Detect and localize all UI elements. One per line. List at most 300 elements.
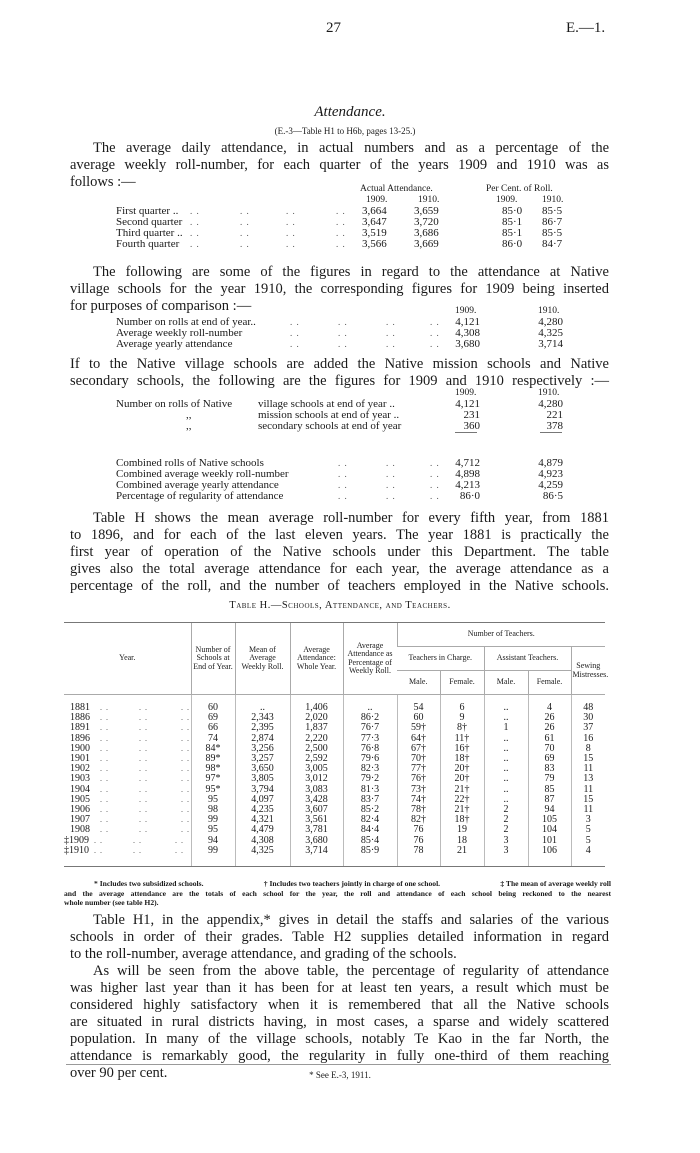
table-row bbox=[64, 846, 605, 856]
section-subtitle: (E.-3—Table H1 to H6b, pages 13-25.) bbox=[274, 126, 416, 136]
data-cell: 76 bbox=[397, 836, 440, 846]
data-cell: .. bbox=[235, 703, 290, 713]
text-line: follows :— bbox=[70, 174, 136, 190]
row-prefix: ,, bbox=[186, 420, 192, 432]
page-number: 27 bbox=[326, 20, 341, 36]
data-cell: 81·3 bbox=[343, 785, 397, 795]
column-header-actual: Actual Attendance. bbox=[360, 184, 433, 194]
dot-leader: . . . . . . bbox=[100, 794, 190, 804]
data-cell: 60 bbox=[191, 703, 235, 713]
text-line: secondary schools, the following are the figures for 1909 and 1910 respectively :— bbox=[70, 373, 609, 389]
cell-value: 4,280 bbox=[538, 398, 563, 410]
year-label: 1881 bbox=[70, 702, 90, 713]
cell-value: 4,712 bbox=[455, 457, 480, 469]
header-male: Male. bbox=[397, 671, 440, 695]
dot-leader: . . bbox=[190, 206, 200, 216]
data-cell: 3,005 bbox=[290, 764, 343, 774]
cell-value: 378 bbox=[546, 420, 563, 432]
data-cell: .. bbox=[484, 754, 528, 764]
data-cell: 104 bbox=[528, 825, 571, 835]
dot-leader: . . bbox=[338, 491, 348, 501]
dot-leader: . . bbox=[290, 328, 300, 338]
table-row bbox=[64, 744, 605, 754]
dot-leader: . . bbox=[386, 480, 396, 490]
table-row bbox=[0, 480, 700, 491]
dot-leader: . . bbox=[386, 328, 396, 338]
header-in-charge: Teachers in Charge. bbox=[397, 647, 484, 671]
data-cell: 3,257 bbox=[235, 754, 290, 764]
spacer-cell bbox=[571, 856, 605, 867]
header-percentage: Average Attendance as Percentage of Weekly Roll. bbox=[343, 623, 397, 695]
header-teachers: Number of Teachers. bbox=[397, 623, 605, 647]
data-cell: 69 bbox=[191, 713, 235, 723]
data-cell: 79·2 bbox=[343, 774, 397, 784]
footnote-dagger: † Includes two teachers jointly in charge of one school. bbox=[263, 879, 441, 888]
cell-value: 4,898 bbox=[455, 468, 480, 480]
row-label: mission schools at end of year .. bbox=[258, 409, 400, 421]
cell-value: 85·5 bbox=[542, 205, 563, 217]
text-line: As will be seen from the above table, the percentage of regularity of attendance bbox=[93, 963, 609, 979]
data-cell: 11 bbox=[571, 785, 605, 795]
dot-leader: . . . . . . bbox=[100, 825, 190, 835]
year-label: 1896 bbox=[70, 732, 90, 744]
year-label: 1886 bbox=[70, 712, 90, 724]
cell-value: 3,669 bbox=[414, 238, 439, 250]
data-cell: 64† bbox=[397, 734, 440, 744]
table-row bbox=[64, 713, 605, 723]
cell-value: 86·0 bbox=[502, 238, 523, 250]
dot-leader: . . bbox=[386, 458, 396, 468]
dot-leader: . . . . . . bbox=[100, 723, 190, 733]
data-cell: 3,680 bbox=[290, 836, 343, 846]
row-label: Combined rolls of Native schools bbox=[116, 457, 264, 469]
text-line: was higher last year than it has been for at least ten years, a result which must be bbox=[70, 980, 609, 996]
header-sewing: Sewing Mistresses. bbox=[571, 647, 605, 695]
data-cell: 3,794 bbox=[235, 785, 290, 795]
table-row bbox=[64, 723, 605, 733]
dot-leader: . . bbox=[336, 228, 346, 238]
data-cell: 2 bbox=[484, 805, 528, 815]
cell-value: 84·7 bbox=[542, 238, 563, 250]
cell-value: 3,680 bbox=[455, 338, 480, 350]
data-cell: 8 bbox=[571, 744, 605, 754]
data-cell: 82·4 bbox=[343, 815, 397, 825]
cell-value: 4,325 bbox=[538, 327, 563, 339]
header-schools: Number of Schools at End of Year. bbox=[191, 623, 235, 695]
data-cell: 3,805 bbox=[235, 774, 290, 784]
text-line: considered highly satisfactory when it is remembered that all the Native schools bbox=[70, 997, 609, 1013]
text-line: schools in order of their grades. Table H2 supplies detailed information in regard bbox=[70, 929, 609, 945]
data-cell: 94 bbox=[528, 805, 571, 815]
dot-leader: . . bbox=[430, 491, 440, 501]
data-cell: 101 bbox=[528, 836, 571, 846]
cell-value: 221 bbox=[546, 409, 563, 421]
data-cell: 4 bbox=[571, 846, 605, 856]
cell-value: 3,664 bbox=[362, 205, 387, 217]
data-cell: 70 bbox=[528, 744, 571, 754]
dot-leader: . . . . . . bbox=[100, 743, 190, 753]
cell-value: 85·5 bbox=[542, 227, 563, 239]
table-row bbox=[0, 491, 700, 502]
data-cell: 78† bbox=[397, 805, 440, 815]
data-cell: 98* bbox=[191, 764, 235, 774]
row-prefix: ,, bbox=[186, 409, 192, 421]
data-cell: 48 bbox=[571, 703, 605, 713]
spacer-cell bbox=[235, 856, 290, 867]
data-cell: 3,561 bbox=[290, 815, 343, 825]
data-cell: 21 bbox=[440, 846, 484, 856]
data-cell: 2 bbox=[484, 825, 528, 835]
data-cell: 105 bbox=[528, 815, 571, 825]
cell-value: 4,879 bbox=[538, 457, 563, 469]
year-label: 1905 bbox=[70, 793, 90, 805]
header-attendance: Average Attendance: Whole Year. bbox=[290, 623, 343, 695]
cell-value: 86·5 bbox=[542, 490, 563, 502]
combined-schools-table bbox=[0, 388, 700, 502]
data-cell: 4 bbox=[528, 703, 571, 713]
row-label: Combined average weekly roll-number bbox=[116, 468, 289, 480]
paragraph-4 bbox=[70, 510, 609, 595]
data-cell: 4,235 bbox=[235, 805, 290, 815]
data-cell: 82† bbox=[397, 815, 440, 825]
dot-leader: . . bbox=[430, 480, 440, 490]
cell-value: 4,121 bbox=[455, 316, 480, 328]
sum-rule bbox=[455, 432, 477, 433]
data-cell: 2,020 bbox=[290, 713, 343, 723]
data-cell: 3,256 bbox=[235, 744, 290, 754]
footnote-line: whole number (see table H2). bbox=[64, 898, 159, 907]
data-cell: 18† bbox=[440, 815, 484, 825]
data-cell: 21† bbox=[440, 805, 484, 815]
dot-leader: . . bbox=[190, 239, 200, 249]
year-label: 1907 bbox=[70, 814, 90, 826]
row-label: Number on rolls at end of year.. bbox=[116, 316, 256, 328]
table-row bbox=[0, 206, 700, 217]
table-row bbox=[64, 825, 605, 835]
table-row bbox=[64, 703, 605, 713]
table-row bbox=[64, 795, 605, 805]
data-cell: 6 bbox=[440, 703, 484, 713]
dot-leader: . . . . . . bbox=[94, 835, 184, 845]
dot-leader: . . . . . . bbox=[100, 774, 190, 784]
data-cell: 54 bbox=[397, 703, 440, 713]
data-cell: 87 bbox=[528, 795, 571, 805]
data-cell: 30 bbox=[571, 713, 605, 723]
data-cell: 20† bbox=[440, 774, 484, 784]
year-label: ‡1909 bbox=[64, 834, 89, 846]
year-header: 1910. bbox=[418, 195, 440, 205]
year-label: 1904 bbox=[70, 783, 90, 795]
cell-value: 3,519 bbox=[362, 227, 387, 239]
data-cell: 76·8 bbox=[343, 744, 397, 754]
year-label: ‡1910 bbox=[64, 844, 89, 856]
data-cell: 89* bbox=[191, 754, 235, 764]
dot-leader: . . bbox=[286, 217, 296, 227]
header-male: Male. bbox=[484, 671, 528, 695]
data-cell: 85·9 bbox=[343, 846, 397, 856]
text-line: gives also the total average attendance for each year, the average attendance as a bbox=[70, 561, 609, 577]
table-row bbox=[0, 421, 700, 432]
header-female: Female. bbox=[440, 671, 484, 695]
spacer-row bbox=[64, 856, 605, 867]
data-cell: .. bbox=[484, 785, 528, 795]
data-cell: 18 bbox=[440, 836, 484, 846]
data-cell: 4,097 bbox=[235, 795, 290, 805]
year-header: 1910. bbox=[538, 388, 560, 398]
text-line: attendance is remarkably good, the regularity in fully one-third of them reaching bbox=[70, 1048, 609, 1064]
data-cell: 3,714 bbox=[290, 846, 343, 856]
data-cell: 59† bbox=[397, 723, 440, 733]
dot-leader: . . bbox=[386, 317, 396, 327]
data-cell: 82·3 bbox=[343, 764, 397, 774]
data-cell: 84·4 bbox=[343, 825, 397, 835]
table-row bbox=[64, 805, 605, 815]
spacer-row bbox=[64, 695, 605, 704]
data-cell: 4,308 bbox=[235, 836, 290, 846]
data-cell: .. bbox=[343, 703, 397, 713]
row-label: Average weekly roll-number bbox=[116, 327, 243, 339]
cell-value: 360 bbox=[463, 420, 480, 432]
data-cell: 95* bbox=[191, 785, 235, 795]
dot-leader: . . bbox=[338, 469, 348, 479]
text-line: percentage of the roll, and the number of teachers employed in the Native schools. bbox=[70, 578, 609, 594]
data-cell: 15 bbox=[571, 754, 605, 764]
dot-leader: . . bbox=[240, 228, 250, 238]
dot-leader: . . bbox=[430, 458, 440, 468]
data-cell: 79·6 bbox=[343, 754, 397, 764]
data-cell: 2,500 bbox=[290, 744, 343, 754]
spacer-cell bbox=[484, 856, 528, 867]
text-line: Table H1, in the appendix,* gives in detail the staffs and salaries of the various bbox=[93, 912, 609, 928]
text-line: are situated in rural districts having, in most cases, a sparse and widely scattered bbox=[70, 1014, 609, 1030]
row-label: Percentage of regularity of attendance bbox=[116, 490, 284, 502]
data-cell: 77† bbox=[397, 764, 440, 774]
table-row bbox=[64, 764, 605, 774]
data-cell: 3,781 bbox=[290, 825, 343, 835]
table-h-title bbox=[0, 600, 680, 611]
dot-leader: . . bbox=[386, 491, 396, 501]
data-cell: 2,874 bbox=[235, 734, 290, 744]
dot-leader: . . bbox=[338, 458, 348, 468]
cell-value: 3,686 bbox=[414, 227, 439, 239]
dot-leader: . . . . . . bbox=[100, 764, 190, 774]
table-row bbox=[0, 328, 700, 339]
data-cell: 106 bbox=[528, 846, 571, 856]
year-header: 1910. bbox=[538, 306, 560, 316]
data-cell: 83 bbox=[528, 764, 571, 774]
header-year: Year. bbox=[64, 623, 191, 695]
data-cell: 2,592 bbox=[290, 754, 343, 764]
dot-leader: . . . . . . bbox=[100, 713, 190, 723]
row-label: secondary schools at end of year bbox=[258, 420, 402, 432]
data-cell: 11 bbox=[571, 764, 605, 774]
year-label: 1906 bbox=[70, 804, 90, 816]
row-label: Average yearly attendance bbox=[116, 338, 233, 350]
spacer-cell bbox=[343, 856, 397, 867]
text-line: first year of operation of the Native schools under this Department. The table bbox=[70, 544, 609, 560]
data-cell: 26 bbox=[528, 723, 571, 733]
table-row bbox=[0, 217, 700, 228]
data-cell: 3,012 bbox=[290, 774, 343, 784]
data-cell: .. bbox=[484, 764, 528, 774]
dot-leader: . . bbox=[336, 206, 346, 216]
table-row bbox=[0, 317, 700, 328]
table-row bbox=[64, 774, 605, 784]
table-row bbox=[64, 734, 605, 744]
table-row bbox=[64, 836, 605, 846]
data-cell: 99 bbox=[191, 846, 235, 856]
row-label: First quarter .. bbox=[116, 205, 179, 217]
section-title: Attendance. bbox=[314, 104, 386, 120]
dot-leader: . . bbox=[430, 328, 440, 338]
quarterly-attendance-table bbox=[0, 184, 700, 250]
data-cell: 16 bbox=[571, 734, 605, 744]
data-cell: 66 bbox=[191, 723, 235, 733]
dot-leader: . . bbox=[430, 469, 440, 479]
data-cell: 74 bbox=[191, 734, 235, 744]
year-header: 1909. bbox=[496, 195, 518, 205]
cell-value: 3,659 bbox=[414, 205, 439, 217]
table-row bbox=[0, 458, 700, 469]
data-cell: 2,343 bbox=[235, 713, 290, 723]
data-cell: 3,083 bbox=[290, 785, 343, 795]
table-row bbox=[0, 339, 700, 350]
year-label: 1902 bbox=[70, 763, 90, 775]
data-cell: 97* bbox=[191, 774, 235, 784]
village-schools-table bbox=[0, 306, 700, 350]
cell-value: 3,566 bbox=[362, 238, 387, 250]
data-cell: 16† bbox=[440, 744, 484, 754]
data-cell: .. bbox=[484, 774, 528, 784]
data-cell: 5 bbox=[571, 836, 605, 846]
text-line: to the roll-number, average attendance, and grading of the schools. bbox=[70, 946, 457, 962]
data-cell: 1,837 bbox=[290, 723, 343, 733]
spacer-cell bbox=[397, 856, 440, 867]
year-header: 1910. bbox=[542, 195, 564, 205]
table-h bbox=[64, 622, 609, 867]
table-row bbox=[0, 239, 700, 250]
data-cell: 3,428 bbox=[290, 795, 343, 805]
cell-value: 86·0 bbox=[459, 490, 480, 502]
spacer-cell bbox=[191, 856, 235, 867]
data-cell: 1,406 bbox=[290, 703, 343, 713]
data-cell: 70† bbox=[397, 754, 440, 764]
dot-leader: . . bbox=[430, 339, 440, 349]
data-cell: 21† bbox=[440, 785, 484, 795]
year-label: 1908 bbox=[70, 824, 90, 836]
data-cell: .. bbox=[484, 734, 528, 744]
data-cell: 3 bbox=[571, 815, 605, 825]
data-cell: .. bbox=[484, 713, 528, 723]
dot-leader: . . . . . . bbox=[100, 754, 190, 764]
data-cell: 18† bbox=[440, 754, 484, 764]
spacer-cell bbox=[440, 856, 484, 867]
cell-value: 4,121 bbox=[455, 398, 480, 410]
cell-value: 85·0 bbox=[502, 205, 523, 217]
dot-leader: . . . . . . bbox=[100, 733, 190, 743]
dot-leader: . . bbox=[190, 217, 200, 227]
table-row bbox=[0, 228, 700, 239]
dot-leader: . . bbox=[338, 328, 348, 338]
cell-value: 4,923 bbox=[538, 468, 563, 480]
data-cell: 22† bbox=[440, 795, 484, 805]
dot-leader: . . bbox=[338, 480, 348, 490]
table-row bbox=[64, 754, 605, 764]
data-cell: 85·2 bbox=[343, 805, 397, 815]
data-cell: 60 bbox=[397, 713, 440, 723]
data-cell: 2 bbox=[484, 815, 528, 825]
text-line: village schools for the year 1910, the corresponding figures for 1909 being inserted bbox=[70, 281, 609, 297]
data-cell: .. bbox=[484, 703, 528, 713]
text-line: for purposes of comparison :— bbox=[70, 298, 252, 314]
year-label: 1900 bbox=[70, 742, 90, 754]
data-cell: 3 bbox=[484, 846, 528, 856]
data-cell: 95 bbox=[191, 825, 235, 835]
spacer-cell bbox=[528, 856, 571, 867]
text-line: to 1896, and for each of the last eleven years. The year 1881 is practically the bbox=[70, 527, 609, 543]
footnote-divider bbox=[66, 1064, 611, 1065]
year-label: 1901 bbox=[70, 753, 90, 765]
row-label: Third quarter .. bbox=[116, 227, 183, 239]
header-female: Female. bbox=[528, 671, 571, 695]
data-cell: 1 bbox=[484, 723, 528, 733]
dot-leader: . . bbox=[286, 239, 296, 249]
data-cell: 4,321 bbox=[235, 815, 290, 825]
year-cell bbox=[64, 846, 191, 856]
data-cell: 4,479 bbox=[235, 825, 290, 835]
data-cell: 9 bbox=[440, 713, 484, 723]
dot-leader: . . bbox=[240, 206, 250, 216]
dot-leader: . . bbox=[338, 317, 348, 327]
year-label: 1891 bbox=[70, 722, 90, 734]
table-row bbox=[64, 785, 605, 795]
sum-rule bbox=[540, 432, 562, 433]
dot-leader: . . bbox=[336, 239, 346, 249]
data-cell: 69 bbox=[528, 754, 571, 764]
year-header: 1909. bbox=[366, 195, 388, 205]
data-cell: 11† bbox=[440, 734, 484, 744]
cell-value: 231 bbox=[463, 409, 480, 421]
dot-leader: . . bbox=[386, 339, 396, 349]
row-label: Combined average yearly attendance bbox=[116, 479, 279, 491]
spacer-cell bbox=[64, 856, 191, 867]
footnote-ddagger: ‡ The mean of average weekly roll bbox=[500, 879, 611, 888]
cell-value: 4,213 bbox=[455, 479, 480, 491]
year-label: 1903 bbox=[70, 773, 90, 785]
cell-value: 4,259 bbox=[538, 479, 563, 491]
table-row bbox=[0, 469, 700, 480]
dot-leader: . . bbox=[386, 469, 396, 479]
dot-leader: . . bbox=[336, 217, 346, 227]
text-line: Table H shows the mean average roll-number for every fifth year, from 1881 bbox=[93, 510, 609, 526]
document-reference: E.—1. bbox=[566, 20, 606, 36]
dot-leader: . . bbox=[190, 228, 200, 238]
dot-leader: . . bbox=[286, 228, 296, 238]
text-line: population. In many of the village schools, notably Te Kao in the far North, the bbox=[70, 1031, 609, 1047]
data-cell: 95 bbox=[191, 795, 235, 805]
data-cell: 76·7 bbox=[343, 723, 397, 733]
dot-leader: . . bbox=[430, 317, 440, 327]
data-cell: 77·3 bbox=[343, 734, 397, 744]
dot-leader: . . bbox=[240, 217, 250, 227]
year-header: 1909. bbox=[455, 306, 477, 316]
dot-leader: . . . . . . bbox=[94, 845, 184, 855]
data-cell: 99 bbox=[191, 815, 235, 825]
header-assistant: Assistant Teachers. bbox=[484, 647, 571, 671]
data-cell: 5 bbox=[571, 825, 605, 835]
cell-value: 85·1 bbox=[502, 227, 523, 239]
data-cell: 2,220 bbox=[290, 734, 343, 744]
